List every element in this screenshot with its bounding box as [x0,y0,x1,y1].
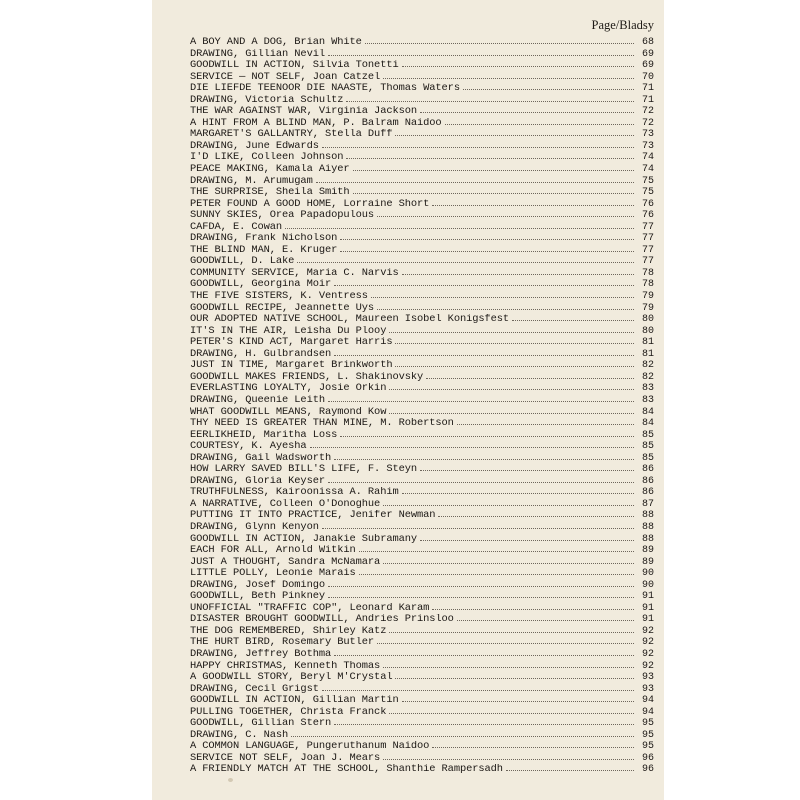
dot-leader [334,282,634,286]
toc-entry-page: 96 [641,764,654,776]
toc-entry-page: 89 [641,545,654,557]
toc-entry [190,383,654,395]
dot-leader [426,375,634,379]
toc-entry [190,464,654,476]
toc-entry-title: THE SURPRISE, Sheila Smith [190,187,350,199]
toc-entry [190,753,654,765]
dot-leader [353,190,634,194]
toc-entry-page: 93 [641,672,654,684]
toc-entry-page: 79 [641,302,654,314]
toc-entry [190,684,654,696]
toc-entry [190,637,654,649]
toc-entry-title: DRAWING, M. Arumugam [190,175,313,187]
toc-entry [190,210,654,222]
toc-entry-page: 77 [641,256,654,268]
toc-entry-page: 95 [641,729,654,741]
toc-entry [190,176,654,188]
dot-leader [371,294,634,298]
toc-entry-title: UNOFFICIAL "TRAFFIC COP", Leonard Karam [190,602,430,614]
toc-entry [190,326,654,338]
dot-leader [359,571,634,575]
toc-entry [190,430,654,442]
toc-entry [190,418,654,430]
toc-entry-title: DIE LIEFDE TEENOOR DIE NAASTE, Thomas Waters [190,83,460,95]
toc-entry-page: 89 [641,556,654,568]
toc-entry-title: THE BLIND MAN, E. Kruger [190,244,338,256]
dot-leader [389,710,634,714]
toc-entry-page: 93 [641,683,654,695]
dot-leader [432,202,634,206]
toc-entry-title: SERVICE — NOT SELF, Joan Catzel [190,71,381,83]
toc-entry [190,152,654,164]
toc-entry-title: EVERLASTING LOYALTY, Josie Orkin [190,383,387,395]
page-column-header: Page/Bladsy [591,18,654,32]
dot-leader [359,548,634,552]
dot-leader [365,40,634,44]
toc-entry [190,707,654,719]
toc-entry-title: GOODWILL, Beth Pinkney [190,591,325,603]
dot-leader [438,513,634,517]
toc-entry-page: 88 [641,521,654,533]
toc-entry-title: THE FIVE SISTERS, K. Ventress [190,291,368,303]
toc-entry [190,233,654,245]
toc-entry [190,407,654,419]
dot-leader [395,340,634,344]
toc-entry-title: DRAWING, Gail Wadsworth [190,452,332,464]
toc-entry-title: HAPPY CHRISTMAS, Kenneth Thomas [190,660,381,672]
toc-entry-title: A NARRATIVE, Colleen O'Donoghue [190,498,381,510]
toc-entry-title: COURTESY, K. Ayesha [190,441,307,453]
toc-entry-page: 88 [641,510,654,522]
dot-leader [389,386,634,390]
toc-entry-title: THE DOG REMEMBERED, Shirley Katz [190,625,387,637]
toc-entry-title: PUTTING IT INTO PRACTICE, Jenifer Newman [190,510,436,522]
dot-leader [402,271,634,275]
toc-entry [190,360,654,372]
toc-entry [190,661,654,673]
toc-entry [190,741,654,753]
dot-leader [389,410,634,414]
toc-entry [190,730,654,742]
toc-entry-title: GOODWILL RECIPE, Jeannette Uys [190,302,375,314]
toc-entry [190,534,654,546]
dot-leader [346,98,634,102]
toc-entry [190,291,654,303]
dot-leader [285,225,634,229]
toc-entry-title: DRAWING, Victoria Schultz [190,94,344,106]
toc-entry-page: 72 [641,106,654,118]
toc-entry-title: PULLING TOGETHER, Christa Franck [190,706,387,718]
toc-entry-page: 76 [641,198,654,210]
toc-entry-page: 74 [641,164,654,176]
toc-entry-title: DRAWING, Gloria Keyser [190,475,325,487]
toc-entry-title: COMMUNITY SERVICE, Maria C. Narvis [190,267,399,279]
toc-entry [190,718,654,730]
table-of-contents [190,37,654,776]
dot-leader [340,248,634,252]
toc-entry-title: DRAWING, Glynn Kenyon [190,521,319,533]
toc-entry [190,337,654,349]
toc-entry-title: DRAWING, Gillian Nevil [190,48,325,60]
toc-entry [190,106,654,118]
dot-leader [377,640,634,644]
toc-entry-title: EERLIKHEID, Maritha Loss [190,429,338,441]
dot-leader [402,698,634,702]
toc-entry [190,522,654,534]
toc-entry-page: 92 [641,660,654,672]
toc-entry-page: 68 [641,37,654,48]
toc-entry-title: SUNNY SKIES, Orea Papadopulous [190,210,375,222]
toc-entry-page: 85 [641,452,654,464]
toc-entry [190,60,654,72]
toc-entry-title: GOODWILL IN ACTION, Gillian Martin [190,695,399,707]
dot-leader [395,132,634,136]
toc-entry [190,510,654,522]
toc-entry-title: THE HURT BIRD, Rosemary Butler [190,637,375,649]
toc-entry [190,118,654,130]
toc-entry-page: 72 [641,117,654,129]
toc-entry-title: GOODWILL IN ACTION, Silvia Tonetti [190,60,399,72]
toc-entry-page: 77 [641,233,654,245]
toc-entry [190,314,654,326]
toc-entry-title: GOODWILL, Georgina Moir [190,279,332,291]
toc-entry-page: 86 [641,464,654,476]
toc-entry-title: PEACE MAKING, Kamala Aiyer [190,164,350,176]
toc-entry-page: 76 [641,210,654,222]
toc-entry-title: A HINT FROM A BLIND MAN, P. Balram Naidoo [190,117,442,129]
dot-leader [322,144,634,148]
toc-entry-page: 86 [641,475,654,487]
toc-entry-page: 80 [641,325,654,337]
toc-entry-page: 71 [641,83,654,95]
dot-leader [420,537,634,541]
toc-entry-title: DRAWING, Jeffrey Bothma [190,648,332,660]
dot-leader [310,444,634,448]
toc-entry [190,164,654,176]
dot-leader [383,502,634,506]
toc-entry-page: 92 [641,648,654,660]
toc-entry [190,245,654,257]
dot-leader [328,583,634,587]
toc-entry-title: PETER'S KIND ACT, Margaret Harris [190,337,393,349]
dot-leader [334,652,634,656]
toc-entry [190,141,654,153]
dot-leader [328,52,634,56]
toc-entry-title: JUST A THOUGHT, Sandra McNamara [190,556,381,568]
toc-entry-page: 87 [641,498,654,510]
toc-entry [190,545,654,557]
toc-entry [190,349,654,361]
dot-leader [297,259,634,263]
toc-entry-page: 88 [641,533,654,545]
toc-entry-title: CAFDA, E. Cowan [190,221,283,233]
dot-leader [334,456,634,460]
dot-leader [389,329,634,333]
dot-leader [402,63,634,67]
toc-entry-title: PETER FOUND A GOOD HOME, Lorraine Short [190,198,430,210]
toc-entry-title: HOW LARRY SAVED BILL'S LIFE, F. Steyn [190,464,418,476]
dot-leader [463,86,634,90]
toc-entry-page: 91 [641,591,654,603]
toc-entry-page: 75 [641,187,654,199]
dot-leader [512,317,634,321]
dot-leader [383,560,634,564]
toc-entry-title: SERVICE NOT SELF, Joan J. Mears [190,752,381,764]
toc-entry-title: TRUTHFULNESS, Kairoonissa A. Rahim [190,487,399,499]
dot-leader [420,109,634,113]
dot-leader [328,479,634,483]
toc-entry-title: DRAWING, Josef Domingo [190,579,325,591]
toc-entry [190,49,654,61]
toc-entry [190,395,654,407]
toc-entry-page: 91 [641,614,654,626]
toc-entry [190,187,654,199]
toc-entry-page: 94 [641,706,654,718]
toc-entry [190,603,654,615]
toc-entry-page: 71 [641,94,654,106]
toc-entry-page: 94 [641,695,654,707]
toc-entry [190,591,654,603]
toc-entry-title: JUST IN TIME, Margaret Brinkworth [190,360,393,372]
toc-entry-page: 95 [641,718,654,730]
toc-entry [190,764,654,776]
toc-entry-title: DRAWING, Frank Nicholson [190,233,338,245]
toc-entry-page: 78 [641,279,654,291]
toc-entry [190,476,654,488]
dot-leader [383,664,634,668]
dot-leader [383,75,634,79]
toc-entry [190,268,654,280]
toc-entry-page: 81 [641,348,654,360]
toc-entry-title: A FRIENDLY MATCH AT THE SCHOOL, Shanthie Rampersadh [190,764,503,776]
toc-entry-page: 85 [641,441,654,453]
toc-entry-page: 86 [641,487,654,499]
toc-entry-page: 82 [641,371,654,383]
toc-entry-title: LITTLE POLLY, Leonie Marais [190,568,356,580]
toc-entry-title: DRAWING, H. Gulbrandsen [190,348,332,360]
toc-entry-title: DISASTER BROUGHT GOODWILL, Andries Prinsloo [190,614,454,626]
dot-leader [432,744,634,748]
toc-entry-page: 73 [641,129,654,141]
toc-entry [190,303,654,315]
dot-leader [334,721,634,725]
toc-entry [190,83,654,95]
toc-entry-page: 82 [641,360,654,372]
toc-entry [190,37,654,49]
toc-entry [190,72,654,84]
toc-entry [190,129,654,141]
toc-entry [190,695,654,707]
dot-leader [291,733,634,737]
toc-entry-title: A COMMON LANGUAGE, Pungeruthanum Naidoo [190,741,430,753]
dot-leader [402,490,634,494]
toc-entry-page: 70 [641,71,654,83]
toc-entry-page: 74 [641,152,654,164]
dot-leader [322,687,634,691]
dot-leader [432,606,634,610]
dot-leader [389,629,634,633]
toc-entry [190,199,654,211]
dot-leader [328,398,634,402]
toc-entry-page: 96 [641,752,654,764]
toc-entry-title: A BOY AND A DOG, Brian White [190,37,362,48]
toc-entry-page: 69 [641,48,654,60]
toc-entry [190,453,654,465]
toc-entry-page: 92 [641,625,654,637]
dot-leader [457,617,634,621]
toc-entry [190,672,654,684]
toc-entry-title: I'D LIKE, Colleen Johnson [190,152,344,164]
toc-entry-page: 77 [641,221,654,233]
toc-entry [190,557,654,569]
toc-entry-title: GOODWILL, Gillian Stern [190,718,332,730]
toc-entry [190,372,654,384]
dot-leader [420,467,634,471]
toc-entry [190,279,654,291]
toc-entry-page: 84 [641,406,654,418]
toc-entry [190,487,654,499]
dot-leader [383,756,634,760]
toc-entry-title: GOODWILL IN ACTION, Janakie Subramany [190,533,418,545]
dot-leader [377,213,634,217]
dot-leader [340,236,634,240]
toc-entry-title: DRAWING, Cecil Grigst [190,683,319,695]
dot-leader [377,306,634,310]
toc-entry [190,441,654,453]
toc-entry-title: DRAWING, June Edwards [190,140,319,152]
toc-entry [190,626,654,638]
dot-leader [457,421,634,425]
toc-entry [190,580,654,592]
toc-entry-page: 81 [641,337,654,349]
toc-entry-page: 75 [641,175,654,187]
dot-leader [346,155,634,159]
toc-entry-title: DRAWING, Queenie Leith [190,394,325,406]
toc-entry [190,568,654,580]
toc-entry-title: GOODWILL MAKES FRIENDS, L. Shakinovsky [190,371,424,383]
toc-entry-page: 78 [641,267,654,279]
toc-entry-page: 92 [641,637,654,649]
toc-entry-title: MARGARET'S GALLANTRY, Stella Duff [190,129,393,141]
dot-leader [353,167,634,171]
dot-leader [316,179,634,183]
toc-entry-title: GOODWILL, D. Lake [190,256,295,268]
dot-leader [340,433,634,437]
dot-leader [506,767,634,771]
toc-entry [190,499,654,511]
document-page [152,0,664,800]
toc-entry-page: 73 [641,140,654,152]
toc-entry-page: 83 [641,394,654,406]
toc-entry-title: IT'S IN THE AIR, Leisha Du Plooy [190,325,387,337]
dot-leader [445,121,634,125]
dot-leader [395,675,634,679]
toc-entry-page: 80 [641,314,654,326]
toc-entry [190,614,654,626]
toc-entry [190,222,654,234]
toc-entry [190,649,654,661]
toc-entry-title: THE WAR AGAINST WAR, Virginia Jackson [190,106,418,118]
toc-entry [190,256,654,268]
paper-spot [228,778,233,782]
dot-leader [322,525,634,529]
dot-leader [395,363,634,367]
toc-entry-page: 85 [641,429,654,441]
toc-entry-title: DRAWING, C. Nash [190,729,289,741]
dot-leader [328,594,634,598]
toc-entry-page: 79 [641,291,654,303]
toc-entry-page: 83 [641,383,654,395]
toc-entry-page: 90 [641,579,654,591]
toc-entry-page: 91 [641,602,654,614]
toc-entry [190,95,654,107]
toc-entry-title: WHAT GOODWILL MEANS, Raymond Kow [190,406,387,418]
toc-entry-page: 77 [641,244,654,256]
toc-entry-page: 69 [641,60,654,72]
toc-entry-title: OUR ADOPTED NATIVE SCHOOL, Maureen Isobel Konigsfest [190,314,510,326]
dot-leader [334,352,634,356]
toc-entry-title: THY NEED IS GREATER THAN MINE, M. Robertson [190,418,454,430]
toc-entry-title: EACH FOR ALL, Arnold Witkin [190,545,356,557]
toc-entry-title: A GOODWILL STORY, Beryl M'Crystal [190,672,393,684]
toc-entry-page: 90 [641,568,654,580]
toc-entry-page: 84 [641,418,654,430]
toc-entry-page: 95 [641,741,654,753]
